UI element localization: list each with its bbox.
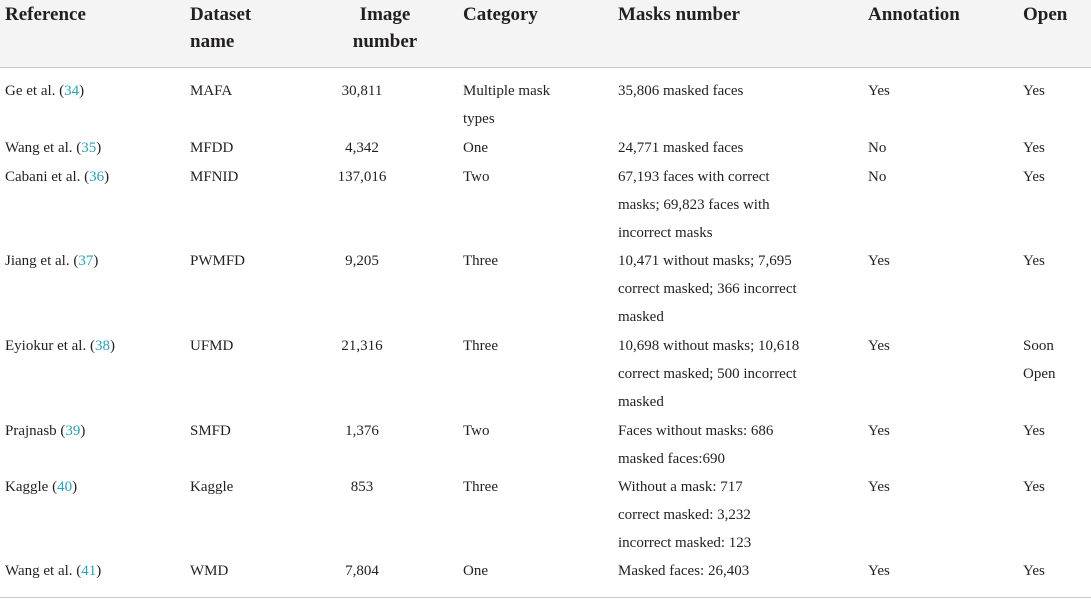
header-annotation: Annotation [868, 4, 960, 25]
annotation-cell: No [868, 169, 887, 185]
masks-cell: Without a mask: 717 correct masked: 3,232 incorrect masked: 123 [618, 479, 752, 552]
reference-link[interactable]: 36 [89, 169, 105, 185]
masks-cell: 67,193 faces with correct masks; 69,823 faces with incorrect masks [618, 169, 770, 242]
table-bottom-rule [0, 597, 1091, 598]
reference-link[interactable]: 38 [94, 338, 110, 354]
annotation-cell: Yes [868, 479, 890, 495]
open-cell: Yes [1023, 423, 1045, 439]
reference-link[interactable]: 39 [65, 423, 81, 439]
dataset-cell: PWMFD [190, 253, 246, 269]
image-number-cell: 21,316 [341, 338, 383, 354]
reference-cell: Jiang et al. (37) [5, 253, 99, 269]
reference-link[interactable]: 40 [57, 479, 73, 495]
category-cell: One [463, 140, 488, 156]
image-number-cell: 4,342 [345, 140, 379, 156]
open-cell: Yes [1023, 479, 1045, 495]
masks-cell: Masked faces: 26,403 [618, 563, 750, 579]
dataset-cell: MAFA [190, 83, 233, 99]
reference-cell: Prajnasb (39) [5, 423, 86, 439]
dataset-cell: SMFD [190, 423, 231, 439]
open-cell: Yes [1023, 253, 1045, 269]
image-number-cell: 7,804 [345, 563, 379, 579]
reference-cell: Cabani et al. (36) [5, 169, 110, 185]
header-open: Open [1023, 4, 1068, 25]
category-cell: Three [463, 253, 498, 269]
open-cell: Yes [1023, 83, 1045, 99]
dataset-cell: WMD [190, 563, 229, 579]
header-reference: Reference [5, 4, 86, 25]
category-cell: Three [463, 479, 498, 495]
masks-cell: 10,698 without masks; 10,618 correct masked; 500 incorrect masked [618, 338, 800, 411]
header-category: Category [463, 4, 538, 25]
reference-link[interactable]: 34 [64, 83, 80, 99]
open-cell: Yes [1023, 563, 1045, 579]
reference-cell: Kaggle (40) [5, 479, 78, 495]
open-cell: Yes [1023, 169, 1045, 185]
reference-link[interactable]: 41 [81, 563, 97, 579]
image-number-cell: 9,205 [345, 253, 379, 269]
category-cell: Three [463, 338, 498, 354]
open-cell: Soon Open [1023, 338, 1056, 383]
dataset-cell: Kaggle [190, 479, 234, 495]
annotation-cell: Yes [868, 253, 890, 269]
reference-cell: Eyiokur et al. (38) [5, 338, 115, 354]
image-number-cell: 853 [350, 479, 374, 495]
annotation-cell: Yes [868, 563, 890, 579]
reference-cell: Ge et al. (34) [5, 83, 85, 99]
header-masks-number: Masks number [618, 4, 740, 25]
category-cell: Two [463, 423, 490, 439]
category-cell: One [463, 563, 488, 579]
header-image-number: Image number [352, 4, 418, 52]
image-number-cell: 137,016 [337, 169, 387, 185]
dataset-cell: MFDD [190, 140, 234, 156]
reference-link[interactable]: 35 [81, 140, 97, 156]
annotation-cell: Yes [868, 338, 890, 354]
annotation-cell: No [868, 140, 887, 156]
category-cell: Two [463, 169, 490, 185]
masks-cell: 35,806 masked faces [618, 83, 744, 99]
reference-cell: Wang et al. (41) [5, 563, 102, 579]
image-number-cell: 30,811 [341, 83, 383, 99]
dataset-cell: MFNID [190, 169, 239, 185]
masks-cell: 10,471 without masks; 7,695 correct masked; 366 incorrect masked [618, 253, 797, 326]
reference-cell: Wang et al. (35) [5, 140, 102, 156]
image-number-cell: 1,376 [345, 423, 379, 439]
dataset-cell: UFMD [190, 338, 234, 354]
open-cell: Yes [1023, 140, 1045, 156]
annotation-cell: Yes [868, 423, 890, 439]
masks-cell: 24,771 masked faces [618, 140, 744, 156]
annotation-cell: Yes [868, 83, 890, 99]
table-header [0, 0, 1091, 68]
masks-cell: Faces without masks: 686 masked faces:690 [618, 423, 774, 468]
reference-link[interactable]: 37 [78, 253, 94, 269]
category-cell: Multiple mask types [463, 83, 551, 128]
header-dataset-name: Dataset name [190, 4, 252, 52]
